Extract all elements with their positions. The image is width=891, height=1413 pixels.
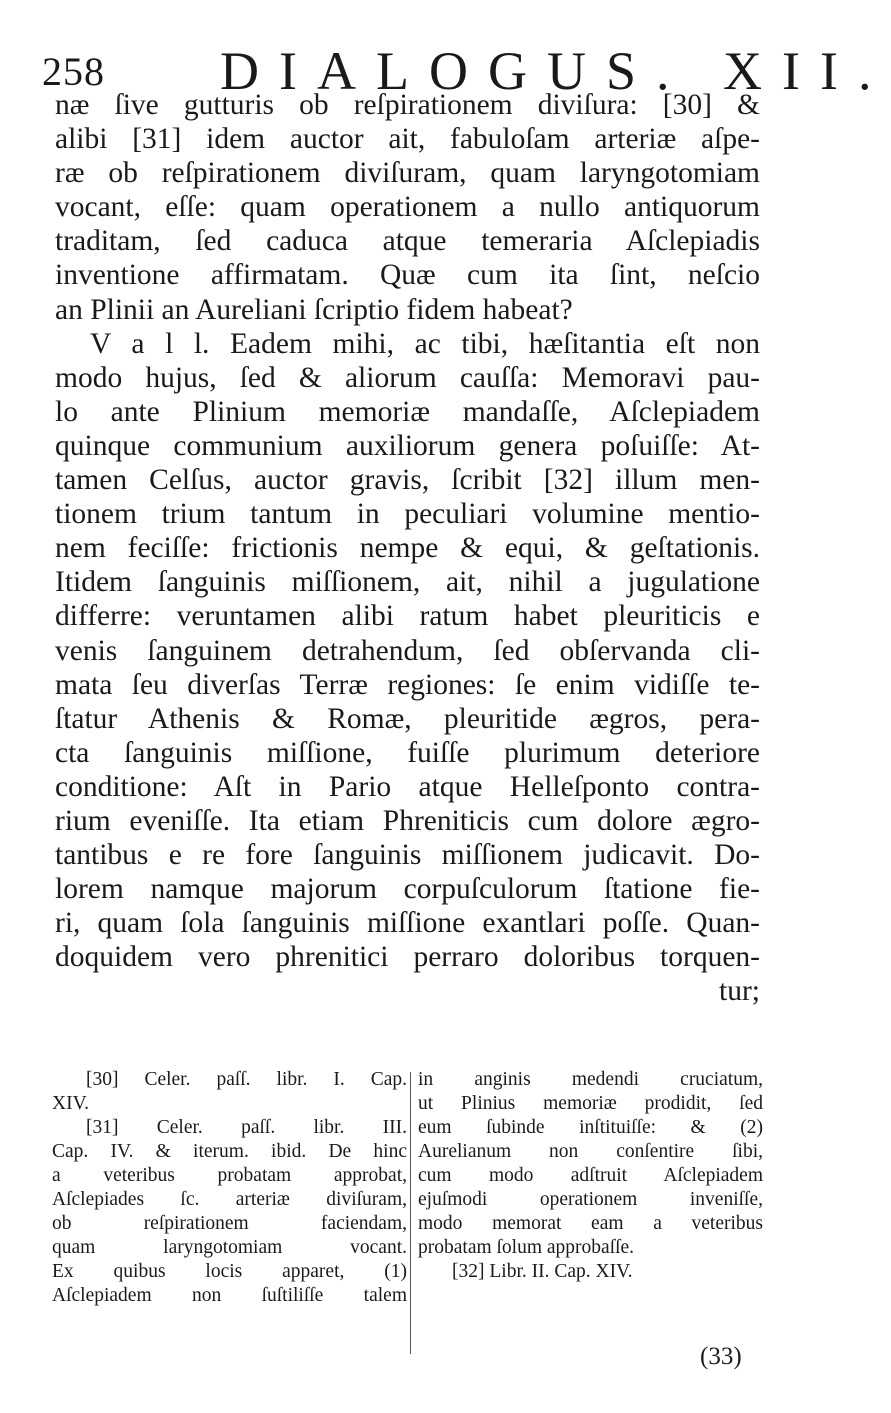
text-line: ſtatur Athenis & Romæ, pleuritide ægros, pera- [55, 702, 760, 735]
footnote-line: probatam ſolum approbaſſe. [418, 1237, 635, 1258]
text-line: modo hujus, ſed & aliorum cauſſa: Memoravi pau- [55, 361, 760, 394]
text-line: inventione affirmatam. Quæ cum ita ſint, neſcio [55, 259, 760, 292]
text-line: traditam, ſed caduca atque temeraria Aſclepiadis [55, 225, 760, 258]
text-line: nem feciſſe: frictionis nempe & equi, & geſtationis. [55, 532, 760, 565]
page-number: 258 [42, 49, 105, 94]
footnote-line: eum ſubinde inſtituiſſe: & (2) [418, 1117, 763, 1138]
text-line: V a l l. Eadem mihi, ac tibi, hæſitantia eſt non [90, 327, 760, 360]
footnote-line: Aſclepiadem non ſuſtiliſſe talem [52, 1285, 407, 1306]
text-line: mata ſeu diverſas Terræ regiones: ſe enim vidiſſe te- [55, 668, 760, 701]
text-line: tur; [719, 975, 760, 1008]
text-line: an Plinii an Aureliani ſcriptio fidem habeat? [55, 293, 573, 326]
footnote-line: [32] Libr. II. Cap. XIV. [452, 1261, 633, 1282]
text-line: vocant, eſſe: quam operationem a nullo antiquorum [55, 191, 760, 224]
footnote-line: XIV. [52, 1093, 90, 1114]
text-line: cta ſanguinis miſſione, fuiſſe plurimum deteriore [55, 736, 760, 769]
footnote-line: modo memorat eam a veteribus [418, 1213, 763, 1234]
text-line: alibi [31] idem auctor ait, fabuloſam arteriæ aſpe- [55, 123, 760, 156]
footnote-line: Aſclepiades ſc. arteriæ diviſuram, [52, 1189, 407, 1210]
text-line: tionem trium tantum in peculiari volumine mentio- [55, 498, 760, 531]
signature-mark: (33) [700, 1343, 742, 1370]
footnote-line: [31] Celer. paſſ. libr. III. [86, 1117, 407, 1138]
text-line: conditione: Aſt in Pario atque Helleſponto contra- [55, 770, 760, 803]
footnotes [52, 1068, 767, 1368]
footnote-line: ut Plinius memoriæ prodidit, ſed [418, 1093, 763, 1114]
text-line: differre: veruntamen alibi ratum habet pleuriticis e [55, 600, 760, 633]
footnote-line: in anginis medendi cruciatum, [418, 1069, 763, 1090]
running-head: DIALOGUS. XII. [220, 41, 891, 101]
text-line: quinque communium auxiliorum genera poſuiſſe: At- [55, 429, 760, 462]
footnote-line: [30] Celer. paſſ. libr. I. Cap. [86, 1069, 407, 1090]
text-line: venis ſanguinem detrahendum, ſed obſervanda cli- [55, 634, 760, 667]
text-line: lo ante Plinium memoriæ mandaſſe, Aſclepiadem [55, 395, 760, 428]
footnote-line: cum modo adſtruit Aſclepiadem [418, 1165, 763, 1186]
text-line: ræ ob reſpirationem diviſuram, quam laryngotomiam [55, 157, 760, 190]
text-line: rium eveniſſe. Ita etiam Phreniticis cum dolore ægro- [55, 804, 760, 837]
text-line: doquidem vero phrenitici perraro doloribus torquen- [55, 941, 760, 974]
footnote-line: Ex quibus locis apparet, (1) [52, 1261, 407, 1282]
text-line: næ ſive gutturis ob reſpirationem diviſura: [30] & [55, 89, 760, 121]
text-line: Itidem ſanguinis miſſionem, ait, nihil a jugulatione [55, 566, 760, 599]
main-text-block [55, 88, 760, 1009]
footnote-line: a veteribus probatam approbat, [52, 1165, 407, 1186]
footnote-line: ejuſmodi operationem inveniſſe, [418, 1189, 763, 1210]
footnote-line: Aurelianum non conſentire ſibi, [418, 1141, 763, 1162]
text-line: tamen Celſus, auctor gravis, ſcribit [32] illum men- [55, 464, 760, 497]
footnote-column-divider [410, 1072, 411, 1354]
footnote-column-left [52, 1068, 407, 1308]
text-line: ri, quam ſola ſanguinis miſſione exantlari poſſe. Quan- [55, 907, 760, 940]
footnote-line: ob reſpirationem faciendam, [52, 1213, 407, 1234]
text-line: tantibus e re fore ſanguinis miſſionem judicavit. Do- [55, 839, 760, 872]
text-line: lorem namque majorum corpuſculorum ſtatione fie- [55, 873, 760, 906]
footnote-line: quam laryngotomiam vocant. [52, 1237, 407, 1258]
footnote-line: Cap. IV. & iterum. ibid. De hinc [52, 1141, 407, 1162]
footnote-column-right [418, 1068, 763, 1284]
